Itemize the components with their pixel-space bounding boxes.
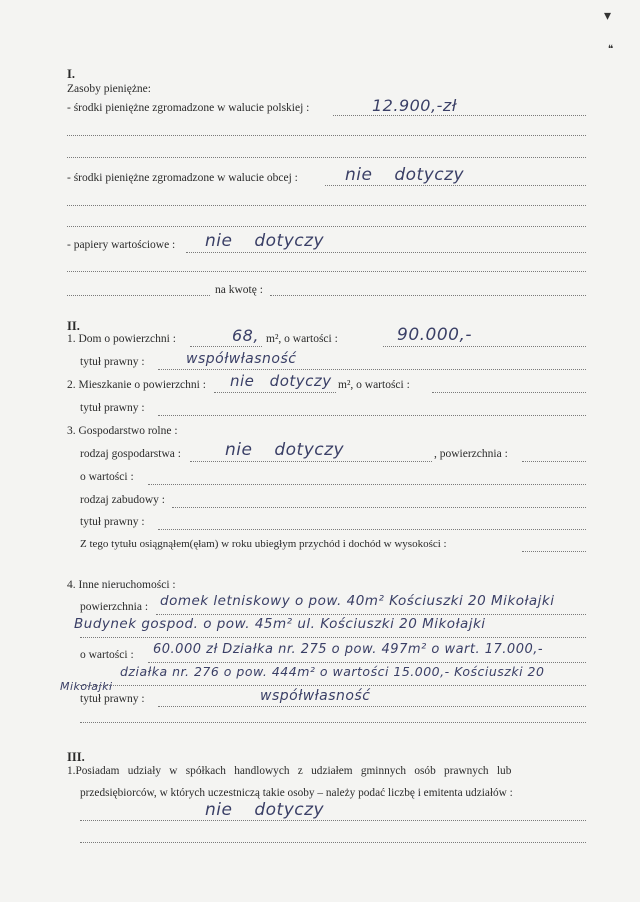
cash-foreign-label: - środki pieniężne zgromadzone w walucie obcej : xyxy=(67,172,298,184)
section-2-heading: II. xyxy=(67,319,80,333)
securities-value: nie dotyczy xyxy=(205,231,325,251)
flat-value-line xyxy=(432,392,586,393)
other-value-value-2: działka nr. 276 o pow. 444m² o wartości 15.000,- Kościuszki 20 xyxy=(120,664,545,679)
flat-title-label: tytuł prawny : xyxy=(80,402,145,414)
house-m2-label: m², o wartości : xyxy=(266,333,338,345)
other-area-line xyxy=(156,614,586,615)
house-label: 1. Dom o powierzchni : xyxy=(67,333,176,345)
house-value: 90.000,- xyxy=(397,325,473,345)
farm-value-line xyxy=(148,484,586,485)
farm-title-line xyxy=(158,529,586,530)
dotted-line xyxy=(67,226,586,227)
farm-type-line xyxy=(190,461,432,462)
section-3-heading: III. xyxy=(67,750,85,764)
flat-title-line xyxy=(158,415,586,416)
shares-line-1: 1.Posiadam udziały w spółkach handlowych z udziałem gminnych osób prawnych lub xyxy=(67,765,512,777)
cash-pln-line xyxy=(333,115,586,116)
dotted-line xyxy=(80,842,586,843)
shares-line xyxy=(80,820,586,821)
flat-label: 2. Mieszkanie o powierzchni : xyxy=(67,379,206,391)
farm-income-line xyxy=(522,551,586,552)
farm-buildings-line xyxy=(172,507,586,508)
other-title-value: współwłasność xyxy=(260,688,371,704)
other-value-label: o wartości : xyxy=(80,649,134,661)
securities-line xyxy=(186,252,586,253)
house-value-line xyxy=(383,346,586,347)
farm-area-label: , powierzchnia : xyxy=(434,448,508,460)
dotted-line xyxy=(67,205,586,206)
amount-label: na kwotę : xyxy=(215,284,263,296)
section-1-heading: I. xyxy=(67,67,75,81)
corner-mark: ▾ xyxy=(604,8,612,24)
farm-buildings-label: rodzaj zabudowy : xyxy=(80,494,165,506)
dotted-line xyxy=(67,271,586,272)
other-title-label: tytuł prawny : xyxy=(80,693,145,705)
other-title-line xyxy=(158,706,586,707)
flat-m2-label: m², o wartości : xyxy=(338,379,410,391)
farm-title-label: tytuł prawny : xyxy=(80,516,145,528)
dotted-line xyxy=(80,637,586,638)
shares-value: nie dotyczy xyxy=(205,800,325,820)
house-area-line xyxy=(190,346,262,347)
farm-income-label: Z tego tytułu osiągnąłem(ęłam) w roku ubiegłym przychód i dochód w wysokości : xyxy=(80,538,447,550)
shares-line-2: przedsiębiorców, w których uczestniczą takie osoby – należy podać liczbę i emitenta udziałów : xyxy=(80,787,513,799)
securities-label: - papiery wartościowe : xyxy=(67,239,176,251)
cash-pln-value: 12.900,-zł xyxy=(372,96,457,115)
house-title-value: współwłasność xyxy=(186,351,297,367)
section-1-title: Zasoby pieniężne: xyxy=(67,83,151,95)
farm-area-line xyxy=(522,461,586,462)
flat-line xyxy=(214,392,336,393)
farm-type-label: rodzaj gospodarstwa : xyxy=(80,448,181,460)
dotted-line xyxy=(67,295,210,296)
other-margin-note: Mikołajki xyxy=(60,680,113,693)
dotted-line xyxy=(80,685,586,686)
dotted-line xyxy=(80,722,586,723)
flat-value: nie dotyczy xyxy=(230,372,332,390)
farm-label: 3. Gospodarstwo rolne : xyxy=(67,425,178,437)
corner-mark: ❝ xyxy=(608,44,614,55)
house-title-line xyxy=(158,369,586,370)
farm-value-label: o wartości : xyxy=(80,471,134,483)
other-area-label: powierzchnia : xyxy=(80,601,149,613)
other-value-value-1: 60.000 zł Działka nr. 275 o pow. 497m² o wart. 17.000,- xyxy=(153,642,544,657)
dotted-line xyxy=(67,157,586,158)
house-area-value: 68, xyxy=(232,326,259,345)
farm-type-value: nie dotyczy xyxy=(225,440,345,460)
amount-line xyxy=(270,295,586,296)
dotted-line xyxy=(67,135,586,136)
other-area-value-1: domek letniskowy o pow. 40m² Kościuszki 20 Mikołajki xyxy=(160,593,555,609)
cash-foreign-line xyxy=(325,185,586,186)
cash-pln-label: - środki pieniężne zgromadzone w walucie polskiej : xyxy=(67,102,310,114)
other-value-line xyxy=(148,662,586,663)
other-area-value-2: Budynek gospod. o pow. 45m² ul. Kościuszki 20 Mikołajki xyxy=(74,616,486,632)
cash-foreign-value: nie dotyczy xyxy=(345,165,465,185)
house-title-label: tytuł prawny : xyxy=(80,356,145,368)
other-label: 4. Inne nieruchomości : xyxy=(67,579,176,591)
